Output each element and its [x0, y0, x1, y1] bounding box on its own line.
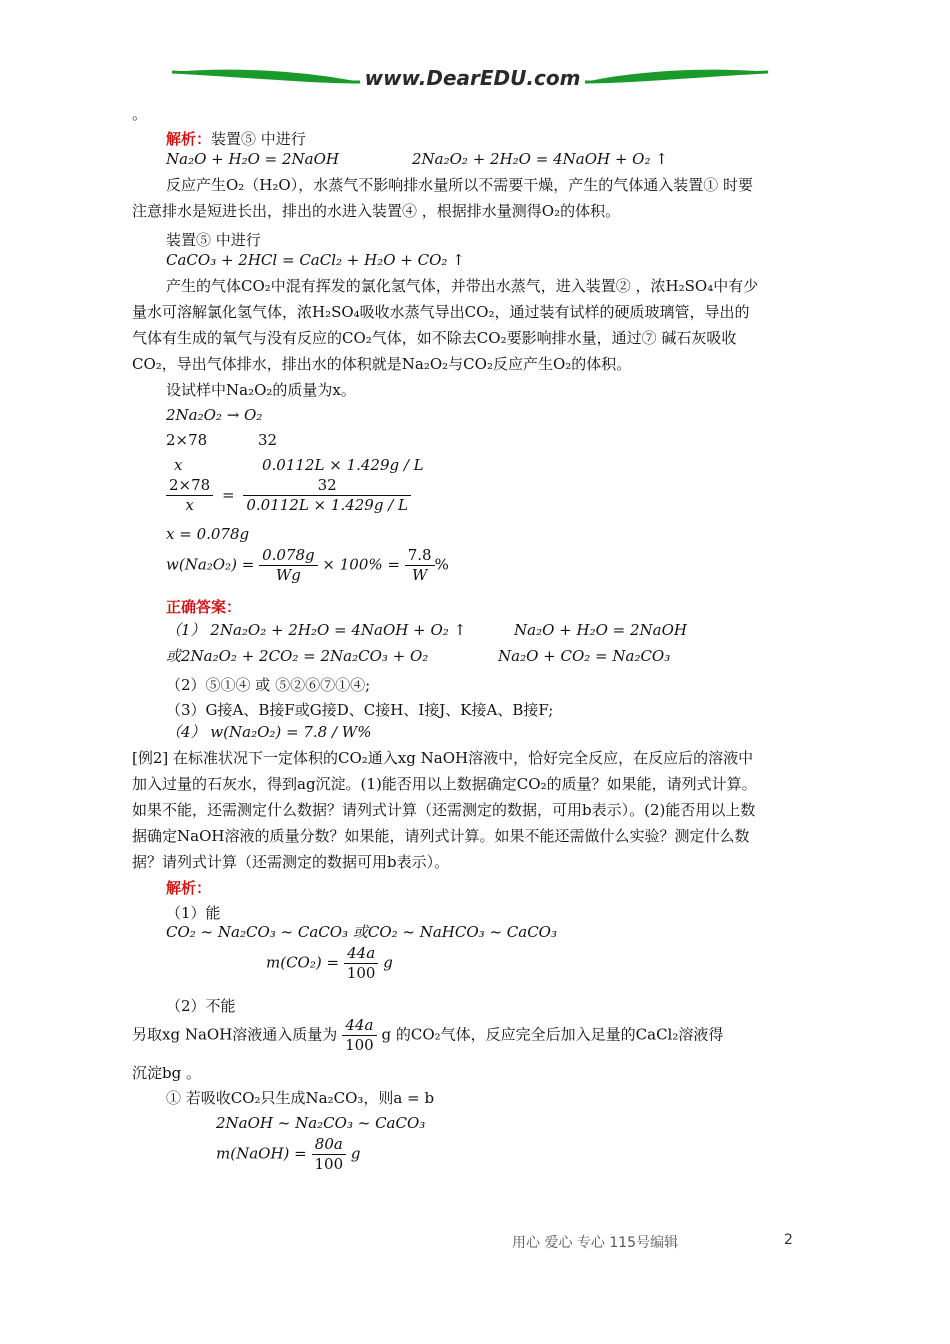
ratio-variable: x	[174, 456, 183, 474]
answer-equation: Na₂O + CO₂ = Na₂CO₃	[498, 647, 671, 665]
equation-na2o2-water: 2Na₂O₂ + 2H₂O = 4NaOH + O₂ ↑	[412, 150, 668, 168]
paragraph-line: CO₂，导出气体排水，排出水的体积就是Na₂O₂与CO₂反应产生O₂的体积。	[132, 355, 632, 373]
fraction: $\frac{32}{0.0112L \times 1.429g / L}$	[243, 476, 411, 515]
paragraph-line: 设试样中Na₂O₂的质量为x。	[166, 381, 356, 399]
example-line: [例2] 在标准状况下一定体积的CO₂通入xg NaOH溶液中，恰好完全反应，在反应后的溶液中	[132, 749, 754, 767]
correct-answer-label: 正确答案：	[166, 598, 242, 616]
paragraph-line: 反应产生O₂（H₂O），水蒸气不影响排水量所以不需要干燥，产生的气体通入装置① 时要	[166, 176, 753, 194]
analysis-text: 装置⑤ 中进行	[211, 130, 306, 148]
paragraph-line: （1）能	[166, 904, 221, 922]
answer-line: （3）G接A、B接F或G接D、C接H、I接J、K接A、B接F;	[166, 701, 554, 719]
stray-period: 。	[132, 105, 148, 123]
paragraph-line: （2）不能	[166, 997, 236, 1015]
site-header-text: www.DearEDU.com	[364, 66, 581, 90]
equivalence-chain: CO₂ ~ Na₂CO₃ ~ CaCO₃ 或CO₂ ~ NaHCO₃ ~ CaCO₃	[166, 923, 557, 941]
example-line: 据？请列式计算（还需测定的数据可用b表示）。	[132, 853, 450, 871]
analysis-label: 解析：	[166, 130, 212, 148]
paragraph-line: 量水可溶解氯化氢气体，浓H₂SO₄吸收水蒸气导出CO₂，通过装有试样的硬质玻璃管，导出的	[132, 303, 750, 321]
result-line: x = 0.078g	[166, 525, 250, 543]
equation-na2o-water: Na₂O + H₂O = 2NaOH	[166, 150, 339, 168]
equation-ratio: 2Na₂O₂ → O₂	[166, 406, 263, 424]
ratio-value: 0.0112L × 1.429g / L	[262, 456, 424, 474]
paragraph-line: 装置⑤ 中进行	[166, 231, 261, 249]
mass-fraction-equation: w(Na₂O₂) = $\frac{0.078g}{Wg}$ × 100% = $\frac{7.8}{W}$ %	[166, 546, 449, 584]
paragraph-line: ① 若吸收CO₂只生成Na₂CO₃，则a = b	[166, 1089, 435, 1107]
paragraph-line: 产生的气体CO₂中混有挥发的氯化氢气体，并带出水蒸气，进入装置② ，浓H₂SO₄中有少	[166, 277, 759, 295]
paragraph-line: 沉淀bg 。	[132, 1064, 201, 1082]
answer-line: （2）⑤①④ 或 ⑤②⑥⑦①④;	[166, 676, 371, 694]
site-header-banner	[160, 60, 780, 96]
answer-equation: （1） 2Na₂O₂ + 2H₂O = 4NaOH + O₂ ↑	[166, 621, 467, 639]
paragraph-line: 气体有生成的氧气与没有反应的CO₂气体，如不除去CO₂要影响排水量，通过⑦ 碱石灰吸收	[132, 329, 737, 347]
equation-caco3-hcl: CaCO₃ + 2HCl = CaCl₂ + H₂O + CO₂ ↑	[166, 251, 465, 269]
naoh-mass-equation: m(NaOH) = $\frac{80a}{100}$ g	[216, 1135, 361, 1173]
example-line: 据确定NaOH溶液的质量分数？如果能，请列式计算。如果不能还需做什么实验？测定什么数	[132, 827, 750, 845]
answer-equation: Na₂O + H₂O = 2NaOH	[514, 621, 687, 639]
fraction: $\frac{44a}{100}$	[344, 944, 379, 983]
co2-mass-equation: m(CO₂) = $\frac{44a}{100}$ g	[266, 944, 393, 982]
answer-equation: 或2Na₂O₂ + 2CO₂ = 2Na₂CO₃ + O₂	[166, 647, 429, 665]
ratio-value: 32	[258, 431, 278, 449]
equivalence-chain: 2NaOH ~ Na₂CO₃ ~ CaCO₃	[216, 1114, 426, 1132]
analysis-label-2: 解析：	[166, 879, 212, 897]
page-number: 2	[784, 1232, 793, 1248]
analysis-line-1	[166, 129, 306, 149]
example-line: 加入过量的石灰水，得到ag沉淀。(1)能否用以上数据确定CO₂的质量？如果能，请列式计算。	[132, 775, 757, 793]
fraction: $\frac{80a}{100}$	[312, 1135, 347, 1174]
paragraph-line-with-fraction: 另取xg NaOH溶液通入质量为 $\frac{44a}{100}$ g 的CO₂气体，反应完全后加入足量的CaCl₂溶液得	[132, 1016, 724, 1054]
footer-credit: 用心 爱心 专心 115号编辑	[512, 1235, 679, 1251]
proportion-equation: $\frac{2\times 78}{x}$ = $\frac{32}{0.0112L \times 1.429g / L}$	[166, 476, 411, 515]
paragraph-line: 注意排水是短进长出，排出的水进入装置④ ，根据排水量测得O₂的体积。	[132, 202, 621, 220]
fraction: $\frac{44a}{100}$	[342, 1016, 377, 1055]
ratio-value: 2×78	[166, 431, 208, 449]
example-line: 如果不能，还需测定什么数据？请列式计算（还需测定的数据，可用b表示）。(2)能否用以上数	[132, 801, 756, 819]
answer-line: （4） w(Na₂O₂) = 7.8 / W%	[166, 723, 372, 741]
fraction: $\frac{2\times 78}{x}$	[166, 476, 213, 515]
fraction: $\frac{0.078g}{Wg}$	[259, 546, 318, 585]
fraction: $\frac{7.8}{W}$	[405, 546, 435, 585]
